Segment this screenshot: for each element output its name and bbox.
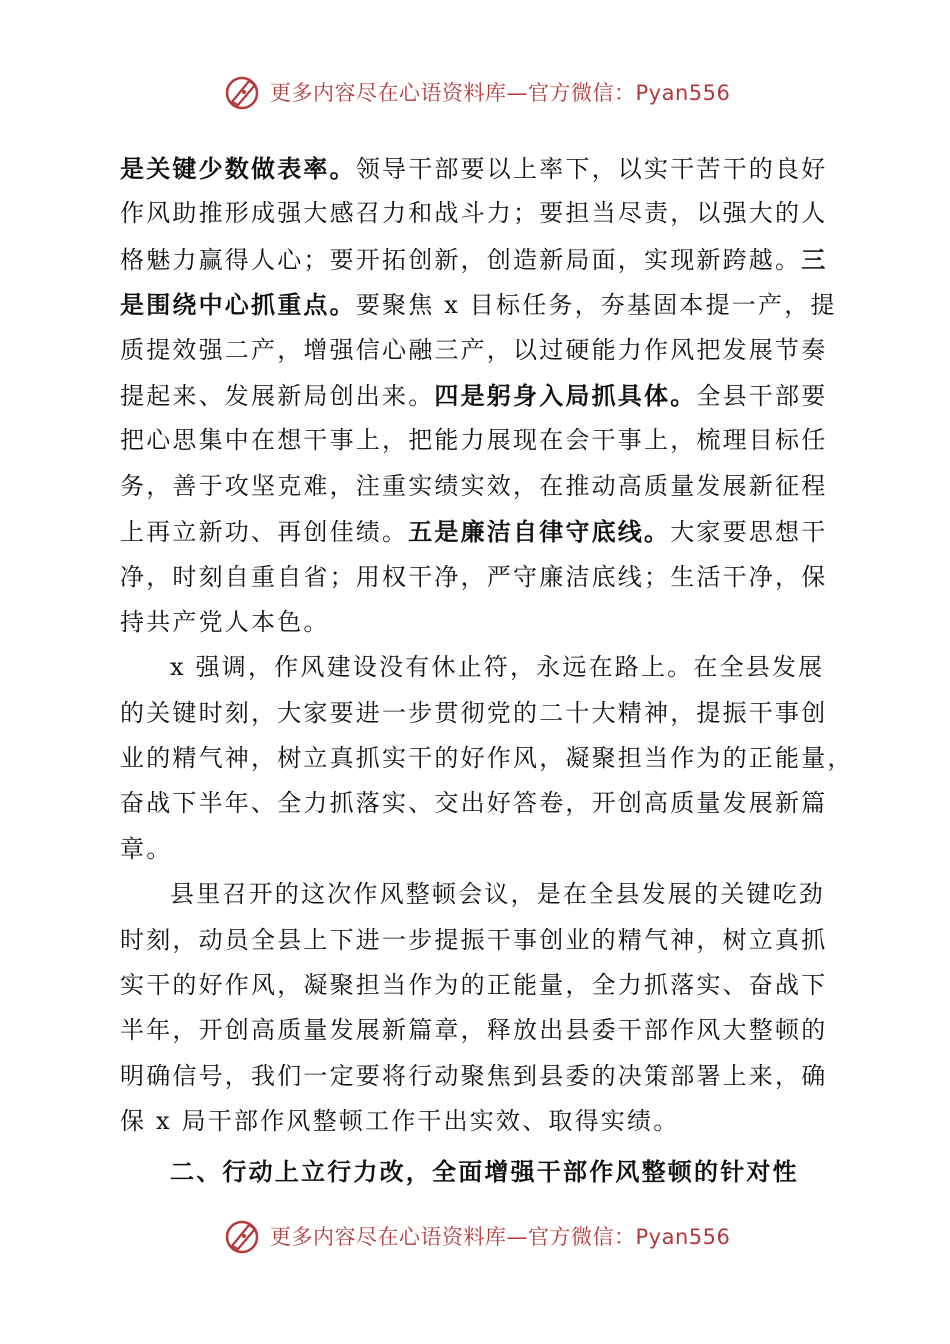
text-line [120,600,820,645]
text-run: 明确信号，我们一定要将行动聚焦到县委的决策部署上来，确 [120,1061,828,1090]
text-run: x 强调，作风建设没有休止符，永远在路上。在全县发展 [170,653,825,682]
text-run: 保 x 局干部作风整顿工作干出实效、取得实绩。 [120,1107,680,1136]
text-line [120,1099,820,1144]
document-body [120,146,854,1194]
text-line [120,645,825,690]
text-run: 的关键时刻，大家要进一步贯彻党的二十大精神，提振干事创 [120,698,828,727]
text-run: 持共产党人本色。 [120,607,330,636]
text-line [120,736,854,781]
text-line [120,146,828,191]
text-line [120,1008,828,1053]
section-heading: 二、行动上立行力改，全面增强干部作风整顿的针对性 [170,1156,799,1186]
text-run: 半年，开创高质量发展新篇章，释放出县委干部作风大整顿的 [120,1016,828,1045]
text-run: 务，善于攻坚克难，注重实绩实效，在推动高质量发展新征程 [120,471,828,500]
text-line [120,781,828,826]
text-run: 作风助推形成强大感召力和战斗力；要担当尽责，以强大的人 [120,199,828,228]
text-run: 提起来、发展新局创出来。 [120,381,435,410]
text-run: 业的精气神，树立真抓实干的好作风，凝聚担当作为的正能量， [120,744,854,773]
text-line [120,373,828,418]
banner-text: 更多内容尽在心语资料库—官方微信：Pyan556 [270,81,731,105]
text-run: 上再立新功、再创佳绩。 [120,518,409,547]
text-line [120,918,828,963]
text-run: 净，时刻自重自省；用权干净，严守廉洁底线；生活干净，保 [120,562,828,591]
bold-phrase: 是围绕中心抓重点。 [120,290,356,320]
text-line [120,328,828,373]
text-line [120,1054,828,1099]
text-run: 全县干部要 [696,381,828,410]
text-run: 把心思集中在想干事上，把能力展现在会干事上，梳理目标任 [120,426,828,455]
text-line [120,237,828,282]
footer-banner [222,1215,742,1257]
text-line [120,509,828,554]
bold-phrase: 三 [801,244,828,274]
text-run: 质提效强二产，增强信心融三产，以过硬能力作风把发展节奏 [120,335,828,364]
text-run: 实干的好作风，凝聚担当作为的正能量，全力抓落实、奋战下 [120,971,828,1000]
text-line [120,691,828,736]
text-run: 章。 [120,834,173,863]
text-line [120,418,828,463]
bold-phrase: 四是躬身入局抓具体。 [434,380,697,410]
header-banner [222,71,742,113]
text-run: 时刻，动员全县上下进一步提振干事创业的精气神，树立真抓 [120,925,828,954]
text-line [120,191,828,236]
text-line [120,827,820,872]
text-line [120,872,825,917]
text-run: 奋战下半年、全力抓落实、交出好答卷，开创高质量发展新篇 [120,789,828,818]
text-run: 要聚焦 x 目标任务，夯基固本提一产，提 [355,291,837,320]
text-run: 领导干部要以上率下，以实干苦干的良好 [355,155,828,183]
text-line [120,963,828,1008]
banner-text: 更多内容尽在心语资料库—官方微信：Pyan556 [270,1225,731,1249]
text-line [120,464,828,509]
pen-nib-logo-icon [222,72,262,112]
text-line [120,555,828,600]
text-run: 县里召开的这次作风整顿会议，是在全县发展的关键吃劲 [170,880,825,909]
text-run: 大家要思想干 [670,518,828,547]
bold-phrase: 是关键少数做表率。 [120,154,356,183]
bold-phrase: 五是廉洁自律守底线。 [408,517,671,547]
pen-nib-logo-icon [222,1216,262,1256]
text-run: 格魅力赢得人心；要开拓创新，创造新局面，实现新跨越。 [120,245,802,274]
text-line [120,282,837,327]
